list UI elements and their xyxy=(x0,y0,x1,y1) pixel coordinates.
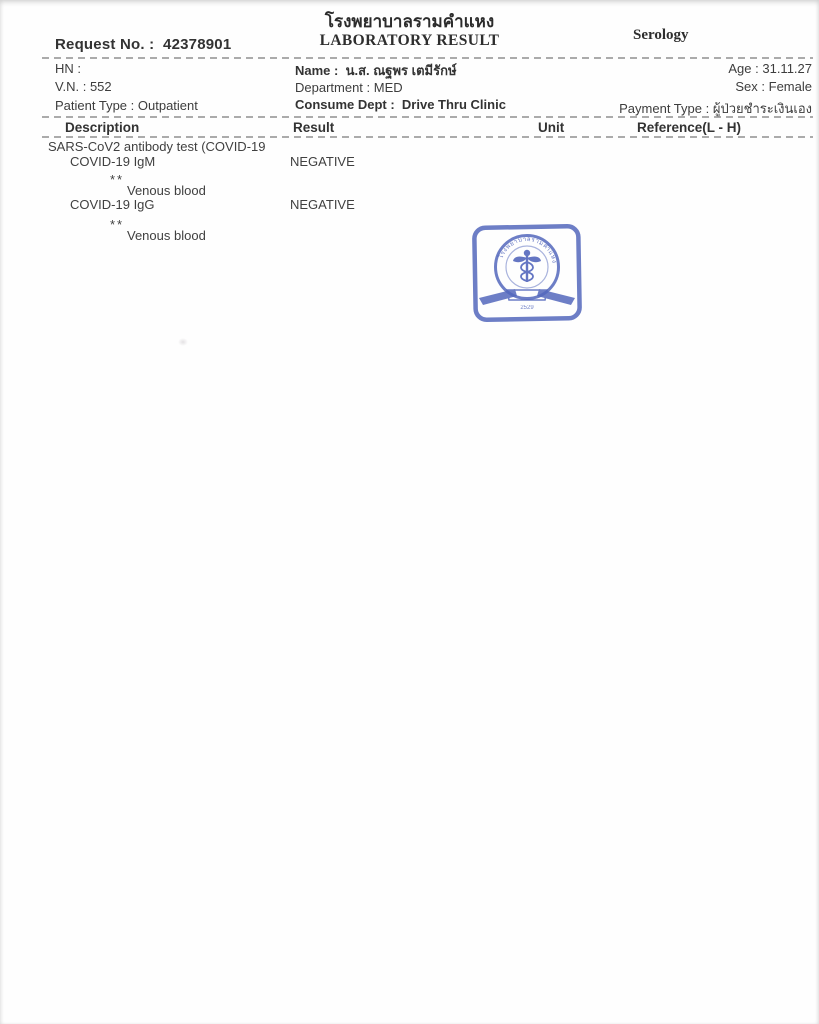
request-no-line xyxy=(55,36,231,53)
stamp-year: 2529 xyxy=(520,305,534,311)
table-row-description: COVID-19 IgG xyxy=(70,197,155,212)
scan-artifact xyxy=(178,338,188,346)
patient-type-label: Patient Type : xyxy=(55,98,135,113)
consume-dept-label: Consume Dept : xyxy=(295,97,395,112)
payment-type-value: ผู้ป่วยชำระเงินเอง xyxy=(712,101,812,116)
department-line xyxy=(295,80,403,95)
consume-dept-value: Drive Thru Clinic xyxy=(401,97,506,112)
age-value: 31.11.27 xyxy=(762,61,812,76)
sex-label: Sex : xyxy=(735,79,766,94)
patient-type-value: Outpatient xyxy=(137,98,198,113)
section-title: Serology xyxy=(633,27,689,43)
table-row-specimen: Venous blood xyxy=(127,228,206,243)
table-row-result: NEGATIVE xyxy=(290,154,355,169)
hospital-stamp xyxy=(471,224,583,326)
name-label: Name : xyxy=(295,63,339,78)
hospital-name-thai: โรงพยาบาลรามคำแหง xyxy=(324,12,495,31)
col-header-result: Result xyxy=(293,120,335,135)
vn-label: V.N. : xyxy=(55,79,87,94)
hn-label: HN : xyxy=(55,61,81,76)
table-row-description: COVID-19 IgM xyxy=(70,154,156,169)
divider-patient-info xyxy=(42,116,813,118)
hn-line xyxy=(55,61,81,76)
table-row-description: SARS-CoV2 antibody test (COVID-19 xyxy=(48,139,266,154)
request-no-value: 42378901 xyxy=(163,36,232,53)
age-label: Age : xyxy=(728,61,759,76)
table-row-result: NEGATIVE xyxy=(290,197,355,212)
col-header-unit: Unit xyxy=(538,120,565,135)
payment-type-label: Payment Type : xyxy=(619,101,710,116)
request-no-label: Request No. : xyxy=(55,36,155,53)
sex-value: Female xyxy=(768,79,812,94)
name-line xyxy=(295,60,457,81)
table-row-specimen: Venous blood xyxy=(127,183,206,198)
col-header-reference: Reference(L - H) xyxy=(637,120,742,135)
table-row-footnote-marker: ** xyxy=(110,172,125,187)
hospital-seal-icon xyxy=(471,224,583,326)
divider-table-header xyxy=(42,136,813,138)
department-label: Department : xyxy=(295,80,371,95)
col-header-description: Description xyxy=(65,120,140,135)
vn-value: 552 xyxy=(89,79,112,94)
table-row-footnote-marker: ** xyxy=(110,217,125,232)
department-value: MED xyxy=(373,80,403,95)
patient-type-line xyxy=(55,98,198,113)
sex-line xyxy=(500,79,812,94)
report-title: LABORATORY RESULT xyxy=(319,32,500,49)
consume-dept-line xyxy=(295,97,506,112)
stamp-ring-text: โรงพยาบาลรามคำแหง xyxy=(497,235,558,265)
vn-line xyxy=(55,79,112,94)
name-value: น.ส. ณฐพร เตมีรักษ์ xyxy=(345,63,457,78)
age-line xyxy=(500,61,812,76)
divider-top xyxy=(42,57,813,59)
